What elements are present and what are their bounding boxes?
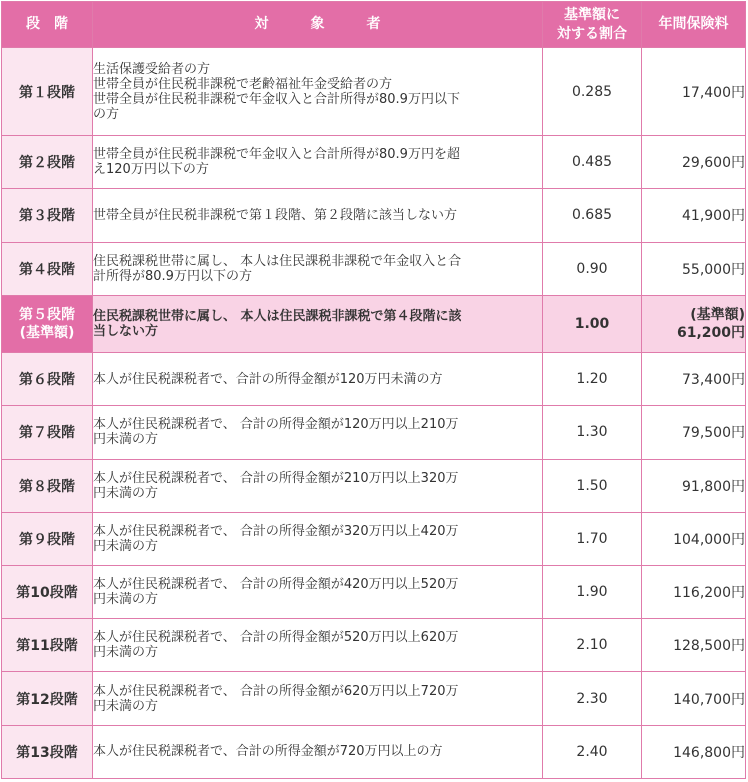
- subject-line: 本人が住民税課税者で、 合計の所得金額が320万円以上420万: [93, 523, 459, 539]
- stage-label: 第２段階: [19, 155, 75, 172]
- fee-cell: 55,000円: [642, 242, 746, 295]
- table-row: [2, 242, 746, 295]
- header-ratio-line1: 基準額に: [564, 6, 620, 23]
- subject-line: 本人が住民税課税者で、 合計の所得金額が620万円以上720万: [93, 683, 459, 699]
- stage-cell: [2, 136, 93, 189]
- subject-cell: [93, 136, 543, 189]
- fee-label: (基準額): [690, 306, 745, 323]
- subject-line: 円未満の方: [93, 698, 159, 714]
- stage-label: 第６段階: [19, 372, 75, 389]
- stage-label: 第３段階: [19, 208, 75, 225]
- stage-cell: [2, 672, 93, 725]
- subject-cell: [93, 406, 543, 459]
- ratio-cell: 1.50: [543, 459, 642, 512]
- ratio-cell: 0.285: [543, 48, 642, 136]
- fee-cell: 17,400円: [642, 48, 746, 136]
- subject-line: 円未満の方: [93, 538, 159, 554]
- subject-cell: [93, 295, 543, 352]
- subject-line: 本人が住民税課税者で、 合計の所得金額が420万円以上520万: [93, 577, 459, 593]
- table-row: [2, 725, 746, 778]
- table-row: [2, 512, 746, 565]
- ratio-cell: 0.485: [543, 136, 642, 189]
- ratio-cell: 2.30: [543, 672, 642, 725]
- subject-cell: [93, 242, 543, 295]
- fee-cell: 104,000円: [642, 512, 746, 565]
- stage-label: 第９段階: [19, 531, 75, 548]
- fee-value: 61,200円: [676, 324, 745, 341]
- table-row: [2, 566, 746, 619]
- subject-line: 生活保護受給者の方: [93, 61, 211, 77]
- stage-cell: [2, 459, 93, 512]
- fee-cell: 116,200円: [642, 566, 746, 619]
- stage-cell: [2, 353, 93, 406]
- subject-cell: [93, 566, 543, 619]
- stage-cell: [2, 725, 93, 778]
- subject-line: 世帯全員が住民税非課税で第１段階、第２段階に該当しない方: [93, 207, 458, 223]
- ratio-cell: 0.90: [543, 242, 642, 295]
- subject-line: 世帯全員が住民税非課税で年金収入と合計所得が80.9万円以下: [93, 91, 460, 107]
- stage-label: 第10段階: [16, 585, 78, 602]
- stage-cell: [2, 406, 93, 459]
- table-row: [2, 189, 746, 242]
- header-stage: 段 階: [2, 2, 93, 48]
- ratio-cell: 1.30: [543, 406, 642, 459]
- subject-line: 当しない方: [93, 323, 159, 339]
- subject-cell: [93, 512, 543, 565]
- subject-line: え120万円以下の方: [93, 162, 209, 178]
- table-header: [2, 2, 746, 48]
- stage-cell: [2, 242, 93, 295]
- ratio-cell: 1.20: [543, 353, 642, 406]
- subject-line: 円未満の方: [93, 592, 159, 608]
- subject-line: 本人が住民税課税者で、合計の所得金額が720万円以上の方: [93, 744, 443, 760]
- ratio-cell: 1.70: [543, 512, 642, 565]
- subject-cell: [93, 619, 543, 672]
- fee-cell: 91,800円: [642, 459, 746, 512]
- table-row: [2, 619, 746, 672]
- ratio-cell: 1.90: [543, 566, 642, 619]
- subject-cell: [93, 459, 543, 512]
- table-row: [2, 295, 746, 352]
- subject-line: 計所得が80.9万円以下の方: [93, 268, 252, 284]
- fee-cell: 41,900円: [642, 189, 746, 242]
- header-ratio: [543, 2, 642, 48]
- table-row: [2, 48, 746, 136]
- subject-cell: [93, 353, 543, 406]
- ratio-cell: 0.685: [543, 189, 642, 242]
- subject-line: 円未満の方: [93, 485, 159, 501]
- fee-cell: 79,500円: [642, 406, 746, 459]
- fee-cell: [642, 295, 746, 352]
- subject-cell: [93, 672, 543, 725]
- subject-line: 世帯全員が住民税非課税で年金収入と合計所得が80.9万円を超: [93, 147, 460, 163]
- fee-cell: 140,700円: [642, 672, 746, 725]
- header-ratio-line2: 対する割合: [557, 25, 627, 42]
- table-body: [2, 48, 746, 779]
- stage-cell: [2, 48, 93, 136]
- subject-line: 住民税課税世帯に属し、 本人は住民課税非課税で第４段階に該: [93, 308, 462, 324]
- subject-cell: [93, 48, 543, 136]
- subject-line: 世帯全員が住民税非課税で老齢福祉年金受給者の方: [93, 76, 393, 92]
- stage-cell: [2, 512, 93, 565]
- subject-line: 住民税課税世帯に属し、 本人は住民課税非課税で年金収入と合: [93, 253, 462, 269]
- header-row: [2, 2, 746, 48]
- insurance-premium-table: [1, 1, 746, 779]
- subject-line: 本人が住民税課税者で、合計の所得金額が120万円未満の方: [93, 371, 443, 387]
- table-row: [2, 672, 746, 725]
- ratio-cell: 2.10: [543, 619, 642, 672]
- ratio-cell: 1.00: [543, 295, 642, 352]
- subject-line: 本人が住民税課税者で、 合計の所得金額が210万円以上320万: [93, 470, 459, 486]
- stage-label: 第４段階: [19, 261, 75, 278]
- subject-line: の方: [93, 106, 120, 122]
- subject-cell: [93, 725, 543, 778]
- table-row: [2, 136, 746, 189]
- fee-cell: 128,500円: [642, 619, 746, 672]
- table-row: [2, 459, 746, 512]
- header-fee: 年間保険料: [642, 2, 746, 48]
- stage-label: 第13段階: [16, 744, 78, 761]
- stage-label: 第８段階: [19, 478, 75, 495]
- fee-cell: 146,800円: [642, 725, 746, 778]
- stage-cell: [2, 619, 93, 672]
- subject-line: 円未満の方: [93, 645, 159, 661]
- subject-line: 本人が住民税課税者で、 合計の所得金額が120万円以上210万: [93, 417, 459, 433]
- table-row: [2, 406, 746, 459]
- stage-label: 第１段階: [19, 84, 75, 101]
- stage-cell: [2, 566, 93, 619]
- stage-label: 第11段階: [16, 638, 78, 655]
- fee-cell: 73,400円: [642, 353, 746, 406]
- header-subject: 対 象 者: [93, 2, 543, 48]
- stage-sub-label: (基準額): [19, 324, 75, 341]
- stage-label: 第12段階: [16, 691, 78, 708]
- subject-line: 円未満の方: [93, 432, 159, 448]
- ratio-cell: 2.40: [543, 725, 642, 778]
- subject-cell: [93, 189, 543, 242]
- fee-cell: 29,600円: [642, 136, 746, 189]
- stage-label: 第７段階: [19, 425, 75, 442]
- table-row: [2, 353, 746, 406]
- stage-cell: [2, 295, 93, 352]
- stage-cell: [2, 189, 93, 242]
- subject-line: 本人が住民税課税者で、 合計の所得金額が520万円以上620万: [93, 630, 459, 646]
- stage-label: 第５段階: [19, 306, 75, 323]
